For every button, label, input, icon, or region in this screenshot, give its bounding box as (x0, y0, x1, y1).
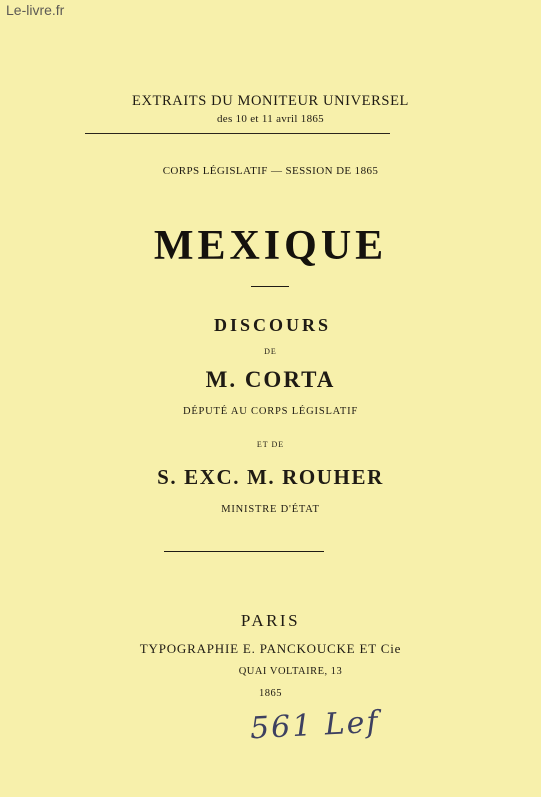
imprint-address: QUAI VOLTAIRE, 13 (238, 666, 343, 677)
speaker2-name: S. EXC. M. ROUHER (157, 465, 384, 489)
de-connector: DE (264, 347, 277, 356)
speaker1-name: M. CORTA (205, 367, 336, 392)
title-rule (251, 286, 289, 287)
imprint-printer: TYPOGRAPHIE E. PANCKOUCKE ET Cie (139, 641, 402, 656)
imprint-rule (164, 551, 324, 552)
watermark-label: Le-livre.fr (6, 2, 65, 18)
document-title: MEXIQUE (153, 223, 388, 269)
header-title: EXTRAITS DU MONITEUR UNIVERSEL (132, 93, 409, 109)
speaker1-role: DÉPUTÉ AU CORPS LÉGISLATIF (182, 406, 359, 417)
handwritten-shelfmark: 561 Lef (249, 704, 381, 747)
discours-heading: DISCOURS (213, 315, 332, 335)
imprint-city: PARIS (240, 611, 301, 630)
header-dates: des 10 et 11 avril 1865 (216, 113, 324, 125)
session-line: CORPS LÉGISLATIF — SESSION DE 1865 (162, 165, 379, 177)
imprint-year: 1865 (259, 688, 282, 699)
header-rule (85, 133, 390, 134)
et-de-connector: ET DE (256, 440, 285, 449)
speaker2-role: MINISTRE D'ÉTAT (221, 504, 320, 515)
